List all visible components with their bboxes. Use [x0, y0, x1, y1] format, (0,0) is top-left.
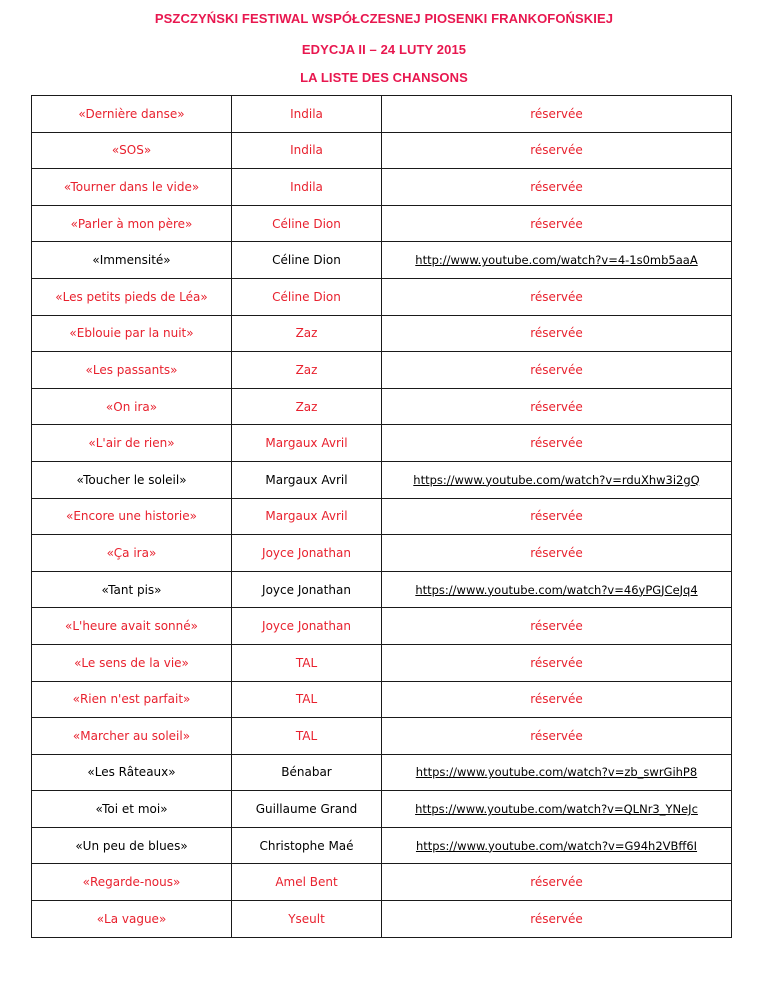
songs-table	[31, 95, 732, 938]
artist-cell: Amel Bent	[232, 864, 382, 901]
artist-cell: Joyce Jonathan	[232, 608, 382, 645]
status-reserved-cell: réservée	[382, 132, 732, 169]
table-row	[32, 791, 732, 828]
video-link-cell	[382, 827, 732, 864]
artist-cell: Yseult	[232, 901, 382, 938]
status-reserved-cell: réservée	[382, 96, 732, 133]
youtube-link[interactable]: https://www.youtube.com/watch?v=G94h2VBff6I	[415, 838, 698, 853]
artist-cell: TAL	[232, 718, 382, 755]
artist-cell: Zaz	[232, 388, 382, 425]
table-row	[32, 901, 732, 938]
song-title-cell: «On ira»	[32, 388, 232, 425]
songs-table-body	[32, 96, 732, 938]
song-title-cell: «Tourner dans le vide»	[32, 169, 232, 206]
artist-cell: Céline Dion	[232, 242, 382, 279]
status-reserved-cell: réservée	[382, 718, 732, 755]
song-title-cell: «L'heure avait sonné»	[32, 608, 232, 645]
song-title-cell: «Eblouie par la nuit»	[32, 315, 232, 352]
song-title-cell: «Dernière danse»	[32, 96, 232, 133]
song-title-cell: «Rien n'est parfait»	[32, 681, 232, 718]
table-row	[32, 681, 732, 718]
table-row	[32, 242, 732, 279]
video-link-cell	[382, 242, 732, 279]
status-reserved-cell: réservée	[382, 278, 732, 315]
status-reserved-cell: réservée	[382, 169, 732, 206]
table-row	[32, 169, 732, 206]
table-row	[32, 96, 732, 133]
song-title-cell: «Les petits pieds de Léa»	[32, 278, 232, 315]
video-link-cell	[382, 461, 732, 498]
artist-cell: Céline Dion	[232, 205, 382, 242]
song-title-cell: «Parler à mon père»	[32, 205, 232, 242]
song-title-cell: «Toucher le soleil»	[32, 461, 232, 498]
youtube-link[interactable]: https://www.youtube.com/watch?v=rduXhw3i2gQ	[413, 472, 700, 487]
status-reserved-cell: réservée	[382, 205, 732, 242]
status-reserved-cell: réservée	[382, 535, 732, 572]
status-reserved-cell: réservée	[382, 681, 732, 718]
song-title-cell: «SOS»	[32, 132, 232, 169]
song-title-cell: «Les Râteaux»	[32, 754, 232, 791]
table-row	[32, 315, 732, 352]
status-reserved-cell: réservée	[382, 864, 732, 901]
artist-cell: Margaux Avril	[232, 425, 382, 462]
youtube-link[interactable]: https://www.youtube.com/watch?v=QLNr3_YNeJc	[415, 802, 698, 817]
youtube-link[interactable]: https://www.youtube.com/watch?v=zb_swrGihP8	[415, 765, 698, 780]
table-row	[32, 608, 732, 645]
song-title-cell: «Regarde-nous»	[32, 864, 232, 901]
song-title-cell: «Immensité»	[32, 242, 232, 279]
video-link-cell	[382, 791, 732, 828]
artist-cell: Christophe Maé	[232, 827, 382, 864]
status-reserved-cell: réservée	[382, 425, 732, 462]
status-reserved-cell: réservée	[382, 901, 732, 938]
song-title-cell: «Tant pis»	[32, 571, 232, 608]
status-reserved-cell: réservée	[382, 388, 732, 425]
artist-cell: Zaz	[232, 315, 382, 352]
video-link-cell	[382, 571, 732, 608]
table-row	[32, 571, 732, 608]
youtube-link[interactable]: http://www.youtube.com/watch?v=4-1s0mb5aaA	[415, 253, 698, 268]
status-reserved-cell: réservée	[382, 352, 732, 389]
status-reserved-cell: réservée	[382, 644, 732, 681]
song-title-cell: «La vague»	[32, 901, 232, 938]
artist-cell: Margaux Avril	[232, 461, 382, 498]
artist-cell: Guillaume Grand	[232, 791, 382, 828]
song-title-cell: «L'air de rien»	[32, 425, 232, 462]
table-row	[32, 827, 732, 864]
song-title-cell: «Marcher au soleil»	[32, 718, 232, 755]
table-row	[32, 644, 732, 681]
table-row	[32, 535, 732, 572]
table-row	[32, 425, 732, 462]
artist-cell: Indila	[232, 96, 382, 133]
artist-cell: TAL	[232, 644, 382, 681]
table-row	[32, 388, 732, 425]
table-row	[32, 461, 732, 498]
song-title-cell: «Les passants»	[32, 352, 232, 389]
table-row	[32, 352, 732, 389]
table-row	[32, 498, 732, 535]
festival-title: PSZCZYŃSKI FESTIWAL WSPÓŁCZESNEJ PIOSENKI FRANKOFOŃSKIEJ	[154, 11, 614, 26]
artist-cell: Céline Dion	[232, 278, 382, 315]
artist-cell: Zaz	[232, 352, 382, 389]
artist-cell: Joyce Jonathan	[232, 535, 382, 572]
table-row	[32, 754, 732, 791]
song-title-cell: «Un peu de blues»	[32, 827, 232, 864]
table-row	[32, 718, 732, 755]
status-reserved-cell: réservée	[382, 315, 732, 352]
artist-cell: Margaux Avril	[232, 498, 382, 535]
table-row	[32, 205, 732, 242]
song-title-cell: «Le sens de la vie»	[32, 644, 232, 681]
song-title-cell: «Toi et moi»	[32, 791, 232, 828]
status-reserved-cell: réservée	[382, 498, 732, 535]
artist-cell: Joyce Jonathan	[232, 571, 382, 608]
table-row	[32, 278, 732, 315]
table-row	[32, 864, 732, 901]
song-title-cell: «Ça ira»	[32, 535, 232, 572]
artist-cell: TAL	[232, 681, 382, 718]
artist-cell: Indila	[232, 169, 382, 206]
edition-title: EDYCJA II – 24 LUTY 2015	[301, 42, 467, 57]
video-link-cell	[382, 754, 732, 791]
artist-cell: Bénabar	[232, 754, 382, 791]
artist-cell: Indila	[232, 132, 382, 169]
table-row	[32, 132, 732, 169]
youtube-link[interactable]: https://www.youtube.com/watch?v=46yPGJCeJq4	[415, 582, 698, 597]
song-list-title: LA LISTE DES CHANSONS	[300, 70, 468, 85]
song-title-cell: «Encore une historie»	[32, 498, 232, 535]
status-reserved-cell: réservée	[382, 608, 732, 645]
